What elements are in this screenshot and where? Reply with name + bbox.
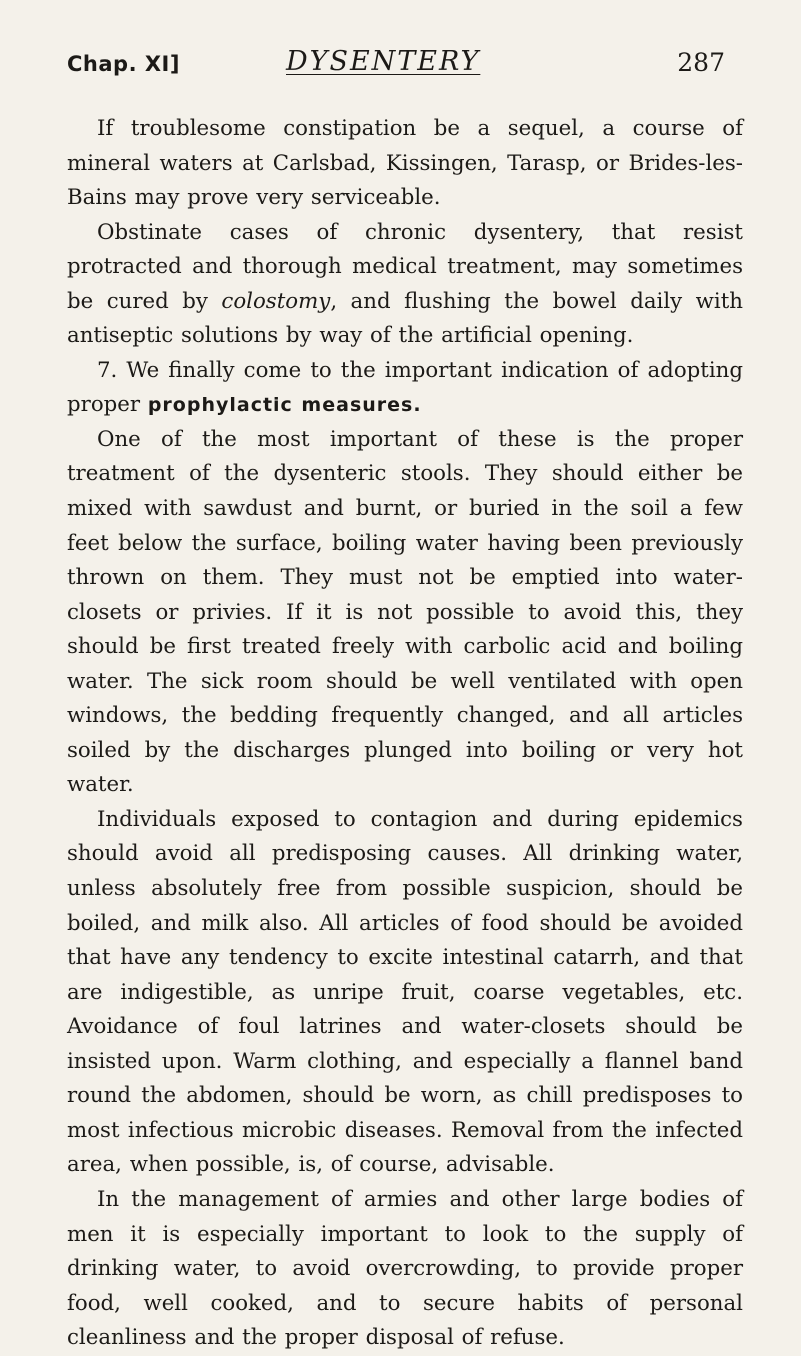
page-title: DYSENTERY <box>286 46 481 77</box>
paragraph-text-before: Obstinate cases of chronic dysentery, that resist protracted and thorough medical treatment, may sometimes be cured by <box>67 219 743 314</box>
running-head <box>67 44 727 94</box>
paragraph-text-after: , and flushing the bowel daily with antiseptic solutions by way of the artificial opening. <box>67 288 743 349</box>
paragraph-text: In the management of armies and other large bodies of men it is especially important to look to the supply of drinking water, to avoid overcrowding, to provide proper food, well cooked, and to secure habits of personal cleanliness and the proper disposal of refuse. <box>67 1186 743 1351</box>
italic-term-colostomy: colostomy <box>221 288 331 314</box>
paragraph-constipation <box>67 112 743 216</box>
paragraph-text: Individuals exposed to contagion and during epidemics should avoid all predisposing causes. All drinking water, unless absolutely free from possible suspicion, should be boiled, and milk also. All articles of food should be avoided that have any tendency to excite intestinal catarrh, and that are indigestible, as unripe fruit, coarse vegetables, etc. Avoidance of foul latrines and water-closets should be insisted upon. Warm clothing, and especially a flannel band round the abdomen, should be worn, as chill predisposes to most infectious microbic diseases. Removal from the infected area, when possible, is, of course, advisable. <box>67 806 743 1178</box>
paragraph-prophylaxis-intro <box>67 354 743 423</box>
paragraph-stools-treatment <box>67 423 743 803</box>
emphasis-prophylactic-measures: prophylactic measures. <box>147 394 422 417</box>
paragraph-armies <box>67 1183 743 1356</box>
body-text <box>67 112 743 1356</box>
paragraph-text: One of the most important of these is the proper treatment of the dysenteric stools. They should either be mixed with sawdust and burnt, or buried in the soil a few feet below the surface, boiling water having been previously thrown on them. They must not be emptied into water-closets or privies. If it is not possible to avoid this, they should be first treated freely with carbolic acid and boiling water. The sick room should be well ventilated with open windows, the bedding frequently changed, and all articles soiled by the discharges plunged into boiling or very hot water. <box>67 426 743 798</box>
chapter-label: Chap. XI] <box>67 52 180 76</box>
paragraph-individuals <box>67 803 743 1183</box>
page-number: 287 <box>677 48 725 77</box>
paragraph-chronic-cases <box>67 216 743 354</box>
paragraph-text: If troublesome constipation be a sequel, a course of mineral waters at Carlsbad, Kissingen, Tarasp, or Brides-les-Bains may prove very serviceable. <box>67 116 743 211</box>
paragraph-text-before: 7. We finally come to the important indication of adopting proper <box>67 357 743 418</box>
